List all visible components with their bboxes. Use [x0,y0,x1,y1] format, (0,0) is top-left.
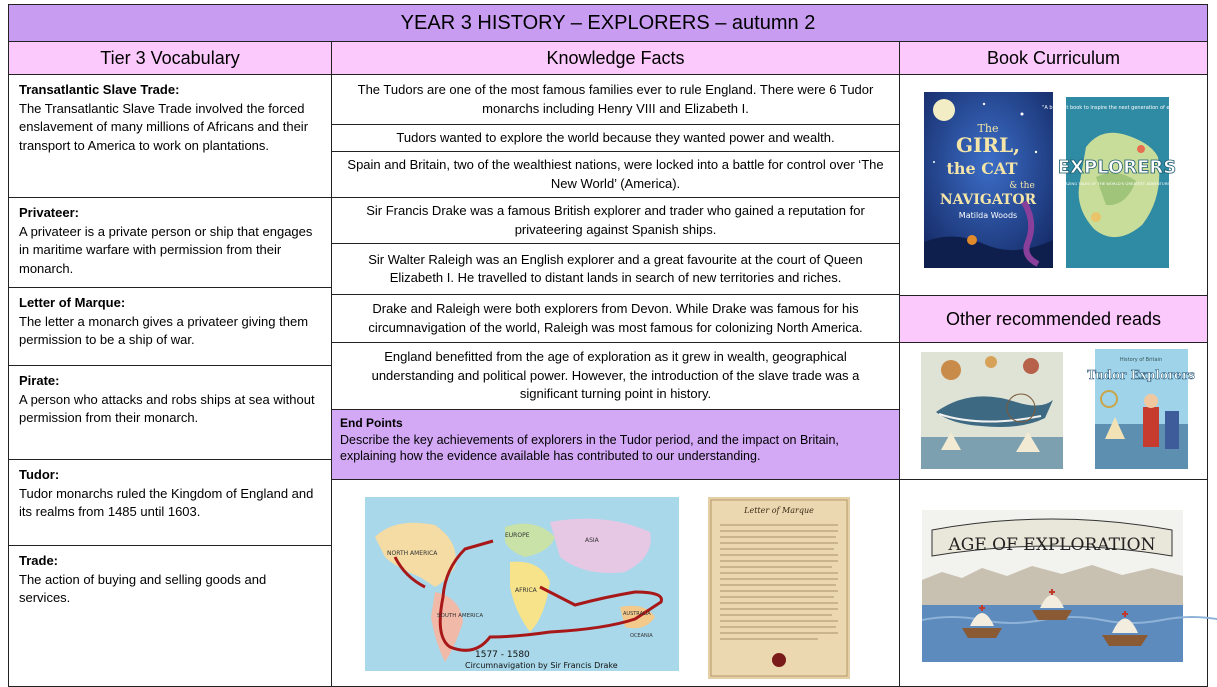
fact-item: Spain and Britain, two of the wealthiest nations, were locked into a battle for control over ‘The New World’ (America). [331,151,900,198]
banner-title: AGE OF EXPLORATION [948,535,1156,555]
map-label: SOUTH AMERICA [437,613,484,619]
vocab-item [8,365,332,460]
fact-item: Tudors wanted to explore the world because they wanted power and wealth. [331,124,900,152]
vocab-term: Privateer: [19,205,79,220]
vocab-term: Pirate: [19,373,60,388]
map-label: AFRICA [515,587,537,594]
other-reads-header: Other recommended reads [899,295,1208,343]
vocab-definition: A privateer is a private person or ship that engages in maritime warfare with permission from their monarch. [19,223,313,276]
fact-item: England benefitted from the age of exploration as it grew in wealth, geographical understanding and political power. However, the introduction of the slave trade was a significant turning point in history. [331,342,900,410]
vocab-definition: Tudor monarchs ruled the Kingdom of England and its realms from 1485 until 1603. [19,485,314,519]
book1-line: & the [1009,181,1035,191]
vocab-term: Transatlantic Slave Trade: [19,82,180,97]
vocab-item [8,287,332,366]
letter-title: Letter of Marque [744,506,814,515]
book1-line: NAVIGATOR [939,192,1037,208]
fact-item: Sir Walter Raleigh was an English explorer and a great favourite at the court of Queen Elizabeth I. He travelled to distant lands in search of new territories and riches. [331,243,900,295]
vocab-definition: The Transatlantic Slave Trade involved the forced enslavement of many millions of Africans and their transport to America to work on plantations. [19,100,309,153]
book-cover-tudor-explorers [1087,349,1195,469]
vocab-item [8,545,332,687]
book-cover-girl-cat-navigator [924,92,1053,268]
end-points-label: End Points [340,416,403,430]
book1-line: GIRL, [955,133,1021,157]
end-points-box [331,409,900,480]
book2-quote: "A brilliant book to inspire the next generation of explorers" [1042,105,1192,111]
book4-series: History of Britain [1119,357,1163,363]
map-label: ASIA [585,537,599,544]
map-years: 1577 - 1580 [475,650,530,660]
map-label: OCEANIA [630,633,653,639]
book-cover-explorers [1042,97,1192,268]
page-title: YEAR 3 HISTORY – EXPLORERS – autumn 2 [8,4,1208,42]
vocab-term: Trade: [19,553,59,568]
book2-subtitle: AMAZING TALES OF THE WORLD'S GREATEST ADVENTURERS [1059,181,1175,186]
fact-item: Drake and Raleigh were both explorers from Devon. While Drake was famous for his circumnavigation of the world, Raleigh was most famous for colonizing North America. [331,294,900,343]
vocab-definition: The action of buying and selling goods and services. [19,571,267,605]
vocab-header: Tier 3 Vocabulary [8,41,332,75]
fact-item: Sir Francis Drake was a famous British explorer and trader who gained a reputation for privateering against Spanish ships. [331,197,900,244]
drake-circumnavigation-map [365,497,679,671]
vocab-term: Tudor: [19,467,60,482]
book1-line: The [977,122,999,135]
book1-author: Matilda Woods [958,211,1018,220]
letter-of-marque-image [708,497,850,679]
book-cover-ocean-sky [921,352,1063,469]
vocab-definition: A person who attacks and robs ships at sea without permission from their monarch. [19,391,315,425]
book4-title: Tudor Explorers [1087,368,1195,382]
map-caption: Circumnavigation by Sir Francis Drake [465,661,618,670]
end-points-text: Describe the key achievements of explorers in the Tudor period, and the impact on Britain, explaining how the evidence available has contributed to our understanding. [340,432,839,463]
books-header: Book Curriculum [899,41,1208,75]
map-label: EUROPE [505,532,530,539]
book1-line: the CAT [946,159,1018,178]
facts-header: Knowledge Facts [331,41,900,75]
map-label: AUSTRALIA [623,611,651,617]
vocab-item [8,74,332,198]
vocab-definition: The letter a monarch gives a privateer giving them permission to be a ship of war. [19,313,309,347]
vocab-item [8,459,332,546]
fact-item: The Tudors are one of the most famous families ever to rule England. There were 6 Tudor monarchs including Henry VIII and Elizabeth I. [331,74,900,125]
vocab-item [8,197,332,288]
vocab-term: Letter of Marque: [19,295,126,310]
map-label: NORTH AMERICA [387,550,438,557]
book2-title: EXPLORERS [1057,157,1177,178]
age-of-exploration-image [922,510,1183,662]
